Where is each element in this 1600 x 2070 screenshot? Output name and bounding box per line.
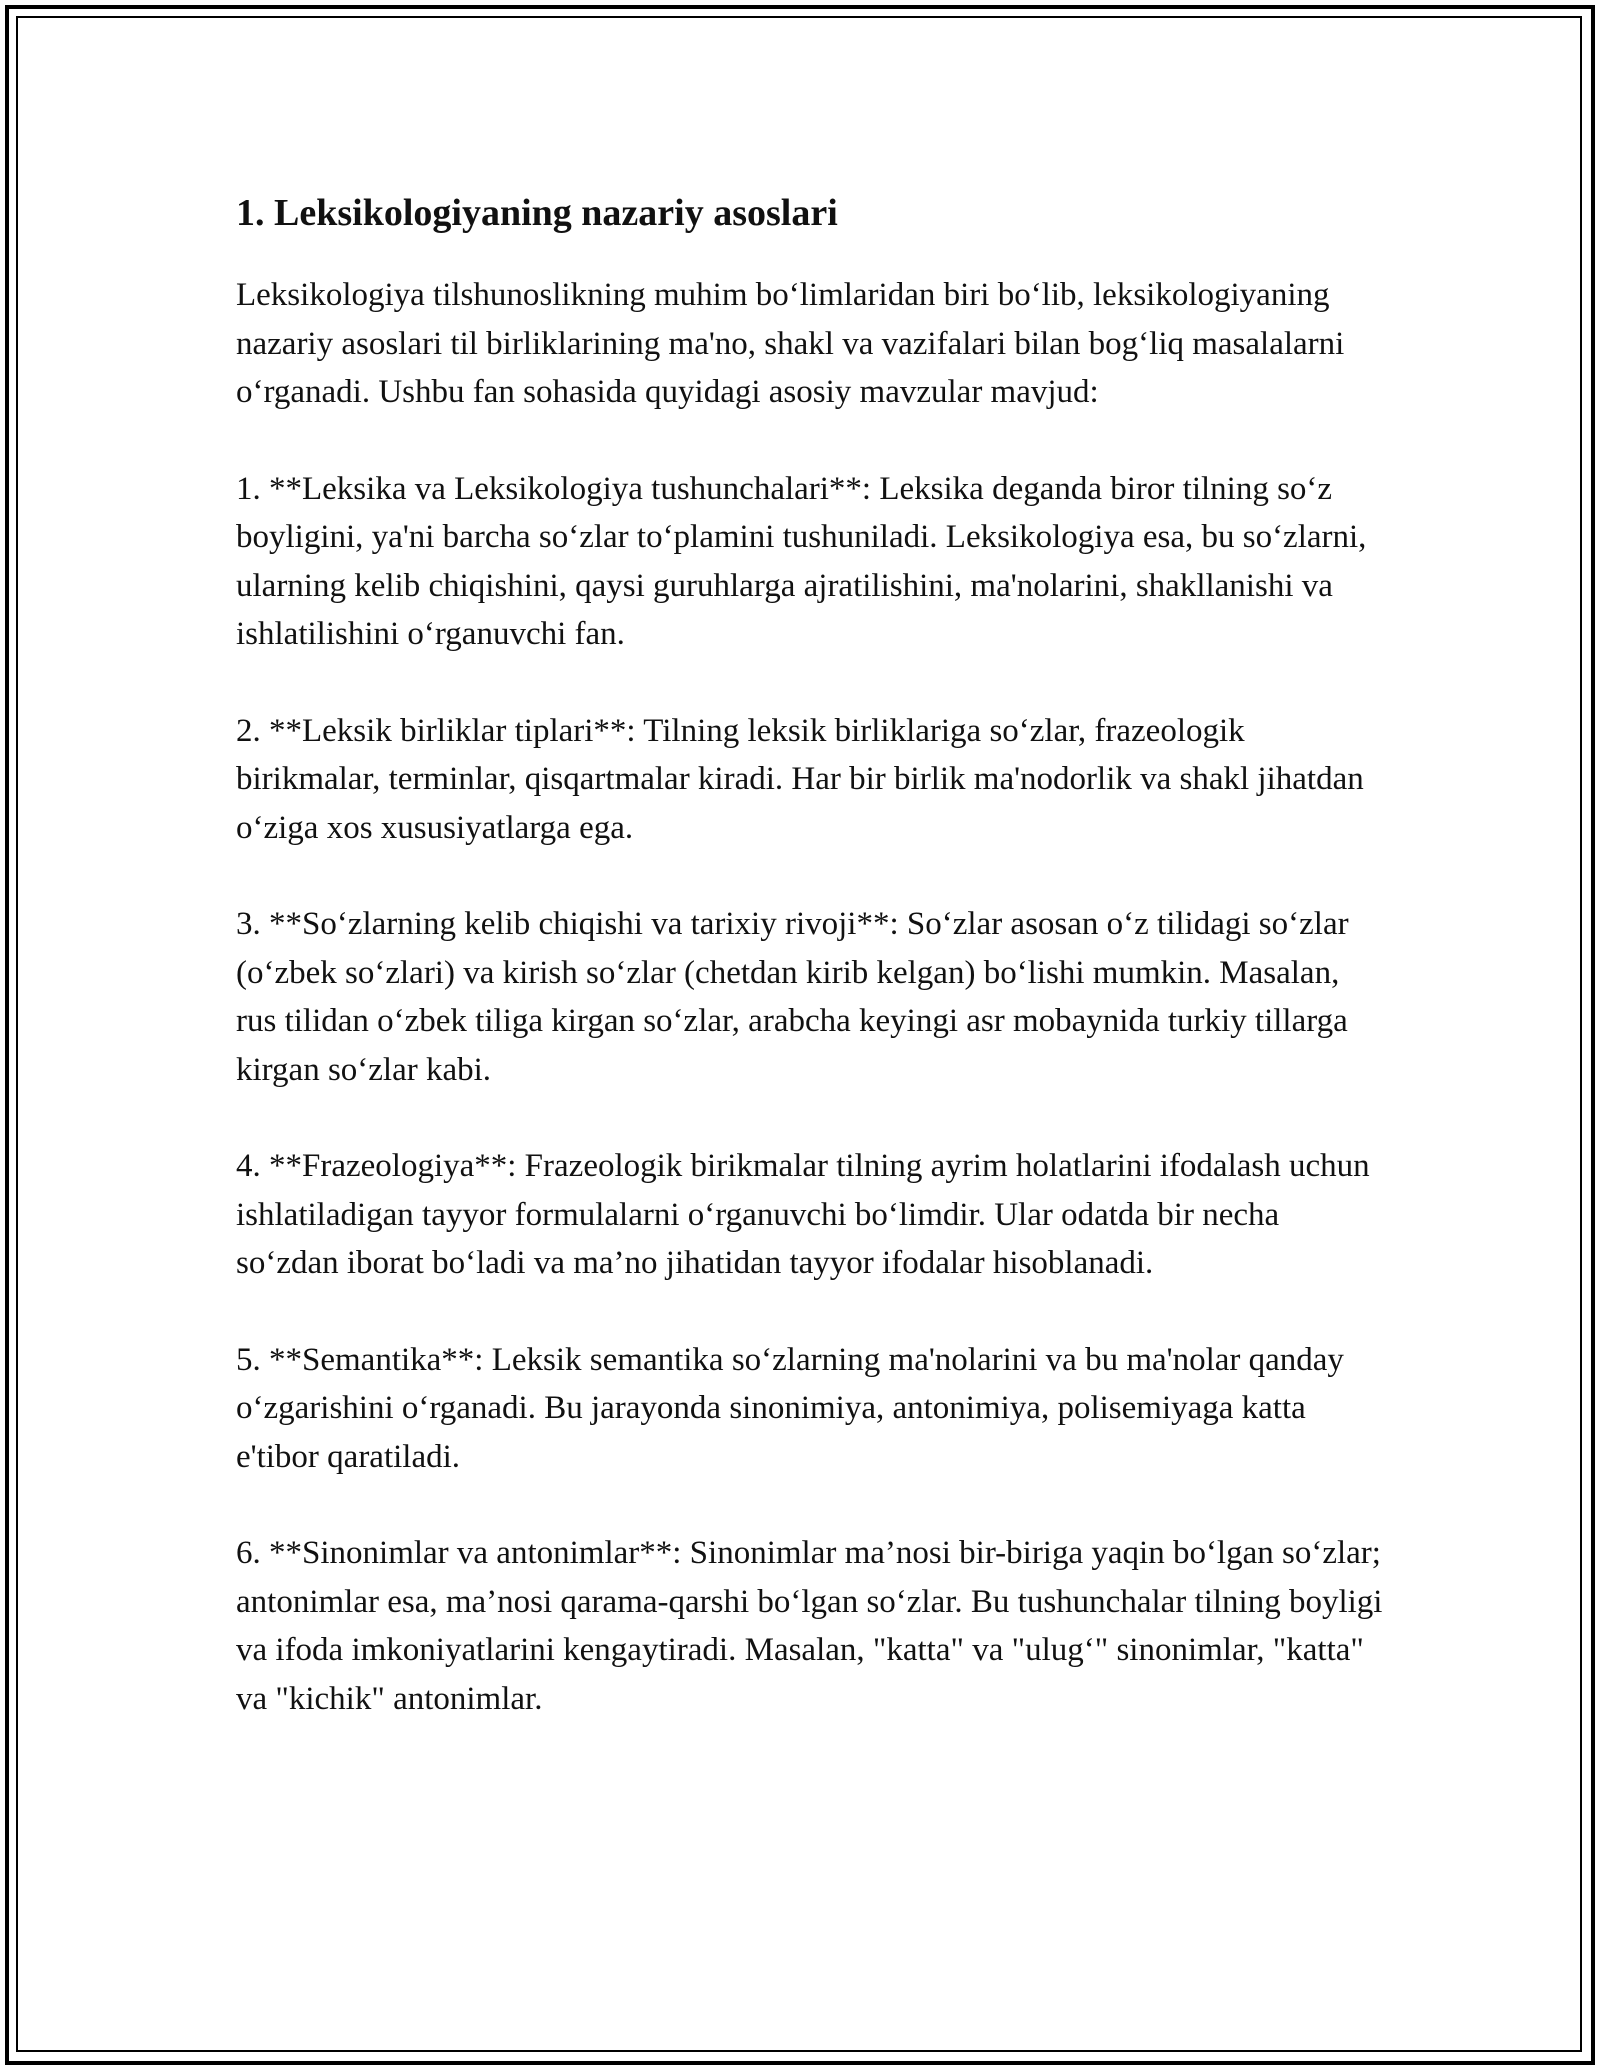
list-item-frazeologiya: 4. **Frazeologiya**: Frazeologik birikmalar tilning ayrim holatlarini ifodalash uchun ishlatiladigan tayyor formulalarni o‘rganuvchi bo‘limdir. Ular odatda bir necha so‘zdan iborat bo‘ladi va ma’no jihatidan tayyor ifodalar hisoblanadi.: [236, 1148, 1370, 1281]
document-body: [236, 185, 1386, 1771]
list-item-leksik-birliklar: 2. **Leksik birliklar tiplari**: Tilning leksik birliklariga so‘zlar, frazeologik birikmalar, terminlar, qisqartmalar kiradi. Har bir birlik ma'nodorlik va shakl jihatdan o‘ziga xos xususiyatlarga ega.: [236, 712, 1364, 846]
list-item-leksika: 1. **Leksika va Leksikologiya tushunchalari**: Leksika deganda biror tilning so‘z boyligini, ya'ni barcha so‘zlar to‘plamini tushuniladi. Leksikologiya esa, bu so‘zlarni, ularning kelib chiqishini, qaysi guruhlarga ajratilishini, ma'nolarini, shakllanishi va ishlatilishini o‘rganuvchi fan.: [236, 470, 1367, 652]
intro-paragraph: Leksikologiya tilshunoslikning muhim bo‘limlaridan biri bo‘lib, leksikologiyaning nazariy asoslari til birliklarining ma'no, shakl va vazifalari bilan bog‘liq masalalarni o‘rganadi. Ushbu fan sohasida quyidagi asosiy mavzular mavjud:: [236, 277, 1345, 410]
list-item-sinonimlar: 6. **Sinonimlar va antonimlar**: Sinonimlar ma’nosi bir-biriga yaqin bo‘lgan so‘zlar; antonimlar esa, ma’nosi qarama-qarshi bo‘lgan so‘zlar. Bu tushunchalar tilning boyligi va ifoda imkoniyatlarini kengaytiradi. Masalan, "katta" va "ulug‘" sinonimlar, "katta" va "kichik" antonimlar.: [236, 1535, 1383, 1717]
list-item-kelib-chiqishi: 3. **So‘zlarning kelib chiqishi va tarixiy rivoji**: So‘zlar asosan o‘z tilidagi so‘zlar (o‘zbek so‘zlari) va kirish so‘zlar (chetdan kirib kelgan) bo‘lishi mumkin. Masalan, rus tilidan o‘zbek tiliga kirgan so‘zlar, arabcha keyingi asr mobaynida turkiy tillarga kirgan so‘zlar kabi.: [236, 906, 1349, 1088]
section-heading: 1. Leksikologiyaning nazariy asoslari: [236, 192, 838, 234]
list-item-semantika: 5. **Semantika**: Leksik semantika so‘zlarning ma'nolarini va bu ma'nolar qanday o‘zgarishini o‘rganadi. Bu jarayonda sinonimiya, antonimiya, polisemiyaga katta e'tibor qaratiladi.: [236, 1341, 1344, 1475]
